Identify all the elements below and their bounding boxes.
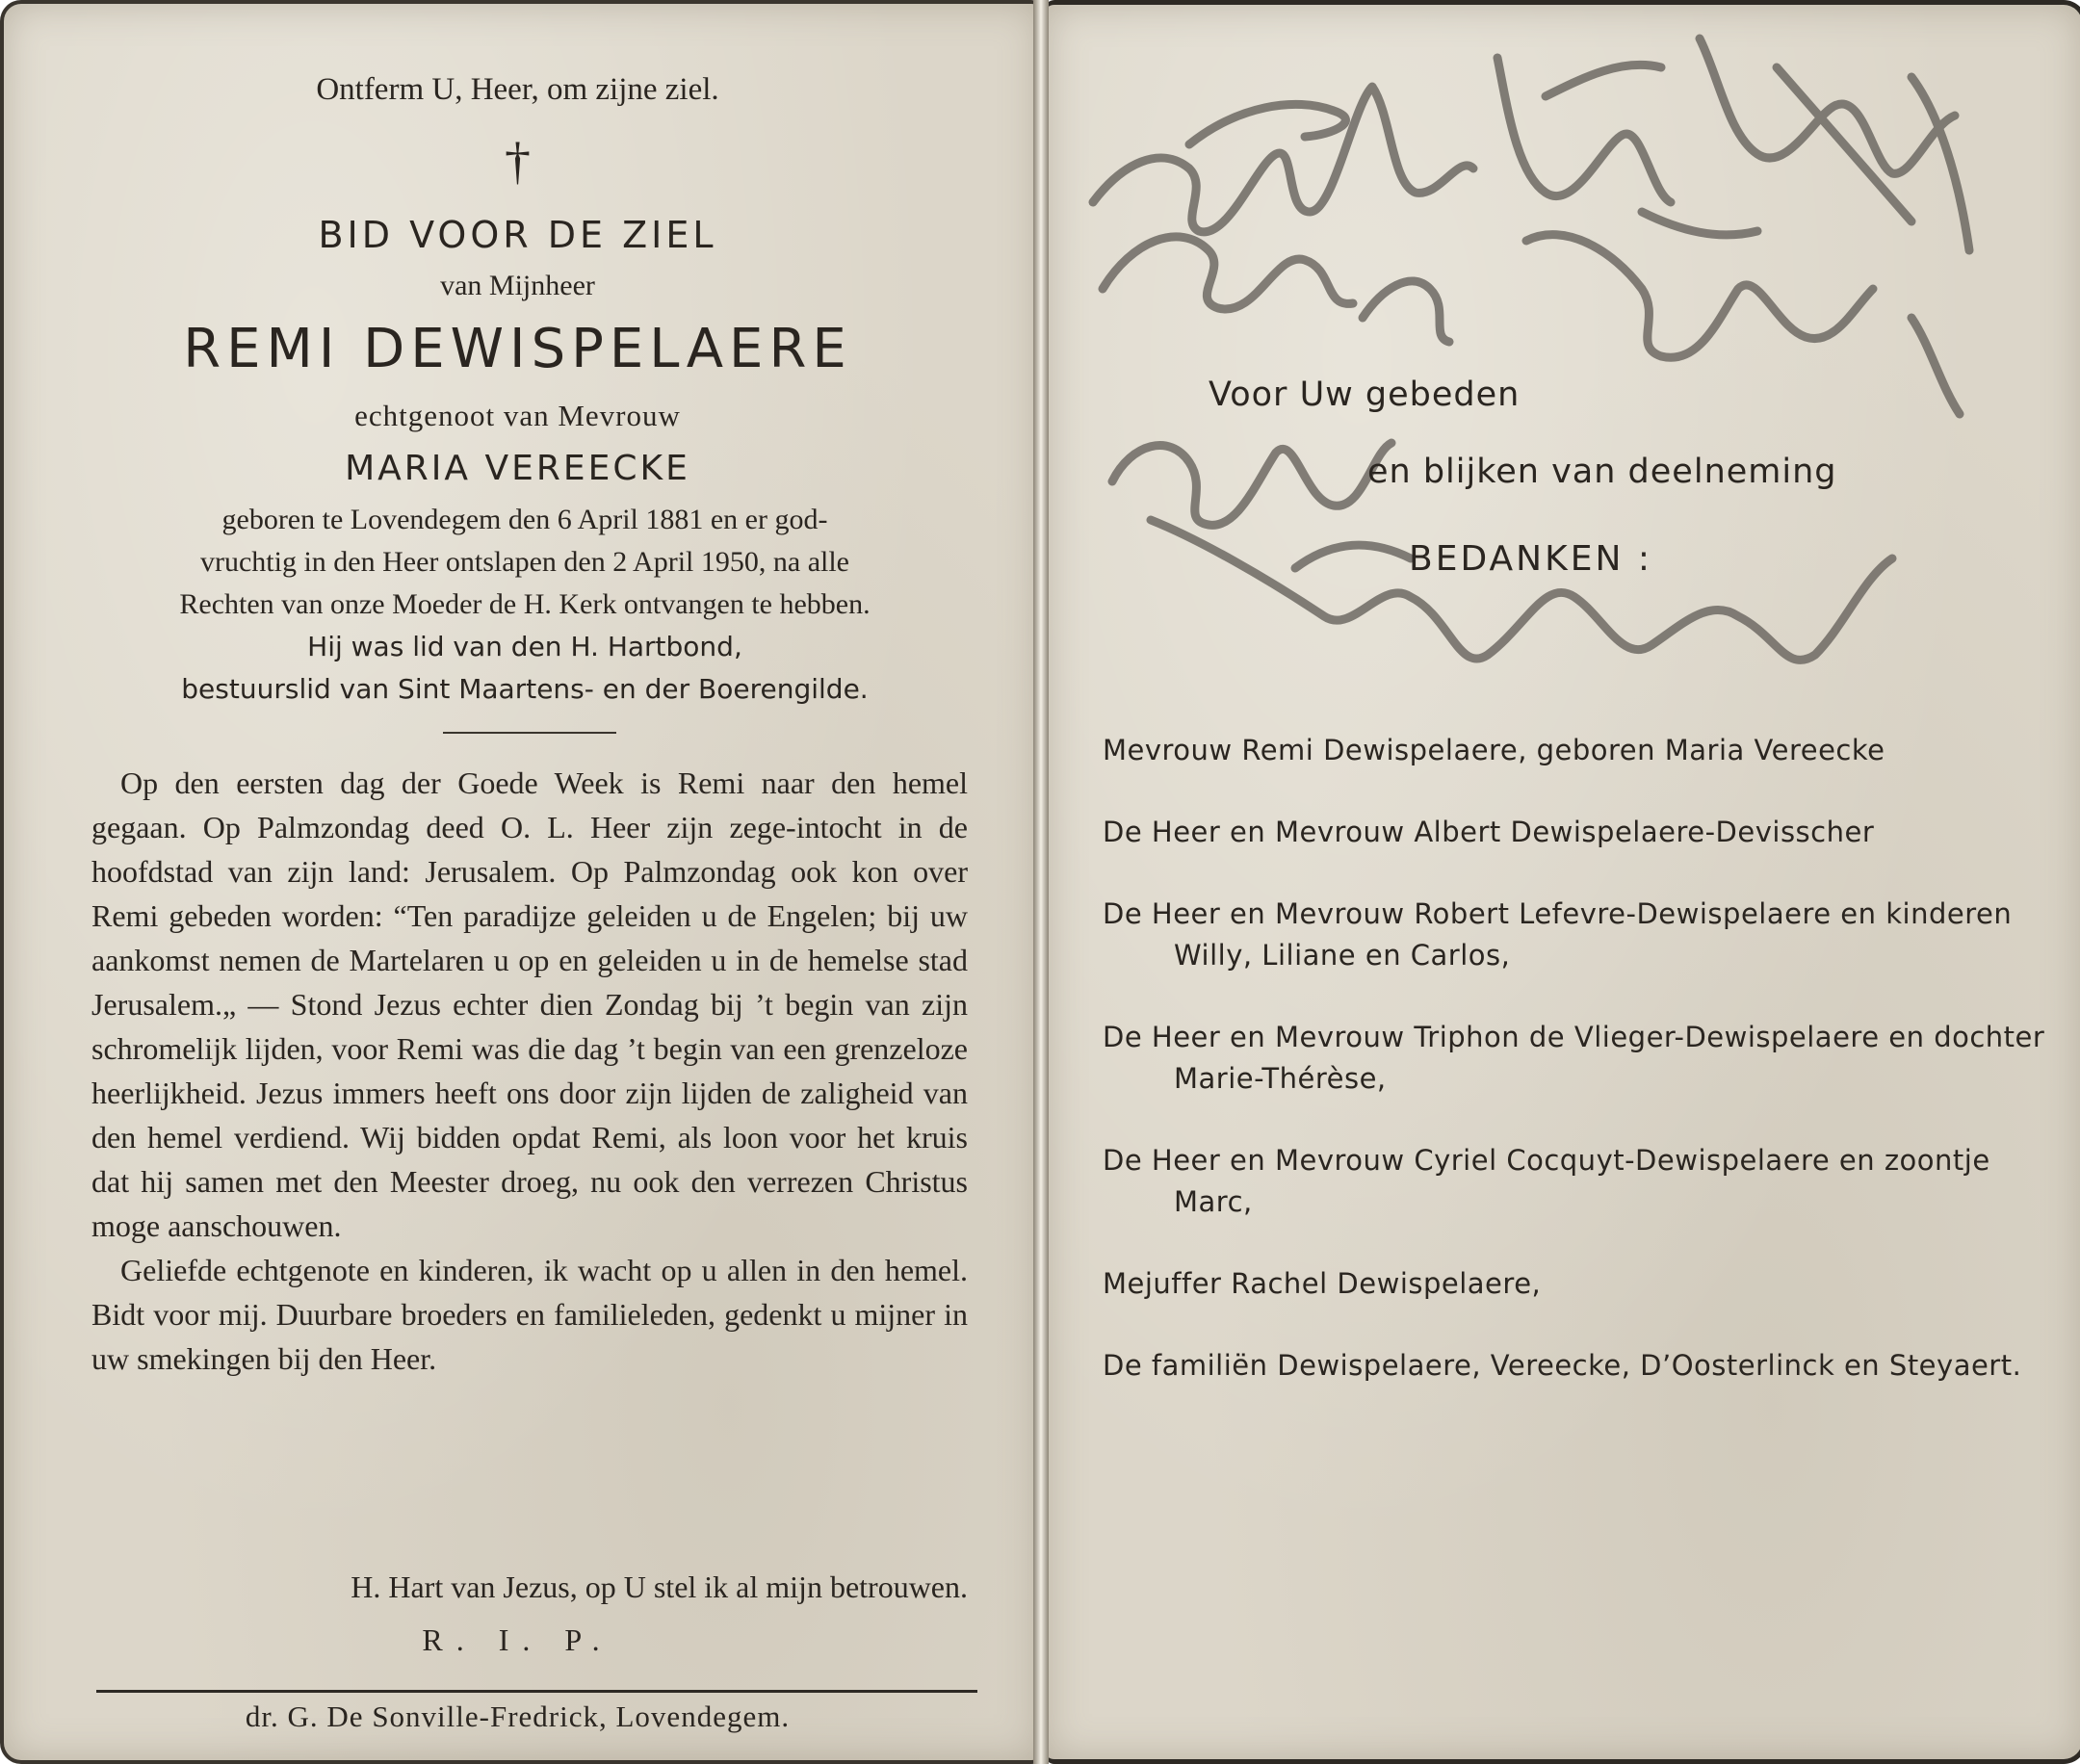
biography [82,499,968,711]
memorial-text [91,761,968,1381]
bio-line: vruchtig in den Heer ontslapen den 2 April 1950, na alle [200,546,849,578]
rip-text: R. I. P. [422,1622,613,1657]
thanks-line-2: en blijken van deelneming [1367,453,1837,491]
family-entry: De Heer en Mevrouw Triphon de Vlieger-Dewispelaere en dochter Marie-Thérèse, [1103,1021,2045,1095]
spouse-intro: echtgenoot van Mevrouw [354,399,681,432]
left-page [0,0,1035,1764]
family-entry: De familiën Dewispelaere, Vereecke, D’Oosterlinck en Steyaert. [1103,1349,2022,1382]
honorific: van Mijnheer [440,270,595,301]
bio-line: geboren te Lovendegem den 6 April 1881 en er god- [221,504,828,535]
family-entry: De Heer en Mevrouw Albert Dewispelaere-Devisscher [1103,816,1875,848]
family-list [1103,730,2056,1427]
right-page [1045,0,2080,1764]
family-entry: Mevrouw Remi Dewispelaere, geboren Maria Vereecke [1103,734,1885,766]
printer-credit: dr. G. De Sonville-Fredrick, Lovendegem. [245,1699,791,1733]
prayer-heading: BID VOOR DE ZIEL [318,214,717,256]
family-entry: De Heer en Mevrouw Robert Lefevre-Dewispelaere en kinderen Willy, Liliane en Carlos, [1103,897,2013,972]
deceased-name: REMI DEWISPELAERE [183,318,852,380]
pencil-scribble [1045,0,2080,770]
bio-line: bestuurslid van Sint Maartens- en der Boerengilde. [181,673,869,705]
memorial-paragraph: Op den eersten dag der Goede Week is Remi naar den hemel gegaan. Op Palmzondag deed O. L. Heer zijn zege-intocht in de hoofdstad van zijn land: Jerusalem. Op Palmzondag ook kon over Remi gebeden worden: “Ten paradijze geleiden u de Engelen; bij uw aankomst nemen de Martelaren u op en geleiden u in de hemelse stad Jerusalem.„ — Stond Jezus echter dien Zondag bij ’t begin van zijn schromelijk lijden, voor Remi was die dag ’t begin van een grenzeloze heerlijkheid. Jezus immers heeft ons door zijn lijden de zaligheid van den hemel verdiend. Wij bidden opdat Remi, als loon voor het kruis dat hij samen met den Meester droeg, nu ook den verrezen Christus moge aanschouwen. [91,765,968,1243]
invocation: Ontferm U, Heer, om zijne ziel. [316,72,719,107]
cross-icon: † [505,132,531,190]
bio-line: Rechten van onze Moeder de H. Kerk ontvangen te hebben. [179,588,871,620]
thanks-line-1: Voor Uw gebeden [1209,376,1521,414]
bio-line: Hij was lid van den H. Hartbond, [307,631,742,662]
thanks-heading: BEDANKEN : [1409,539,1652,579]
family-entry: De Heer en Mevrouw Cyriel Cocquyt-Dewispelaere en zoontje Marc, [1103,1144,1990,1218]
memorial-paragraph: Geliefde echtgenote en kinderen, ik wacht op u allen in den hemel. Bidt voor mij. Duurbare broeders en familieleden, gedenkt u mijner in uw smekingen bij den Heer. [91,1253,968,1376]
separator [443,732,616,734]
spouse-name: MARIA VEREECKE [345,449,690,488]
family-entry: Mejuffer Rachel Dewispelaere, [1103,1267,1542,1300]
bottom-rule [96,1690,977,1693]
closing-prayer: H. Hart van Jezus, op U stel ik al mijn betrouwen. [351,1569,968,1604]
